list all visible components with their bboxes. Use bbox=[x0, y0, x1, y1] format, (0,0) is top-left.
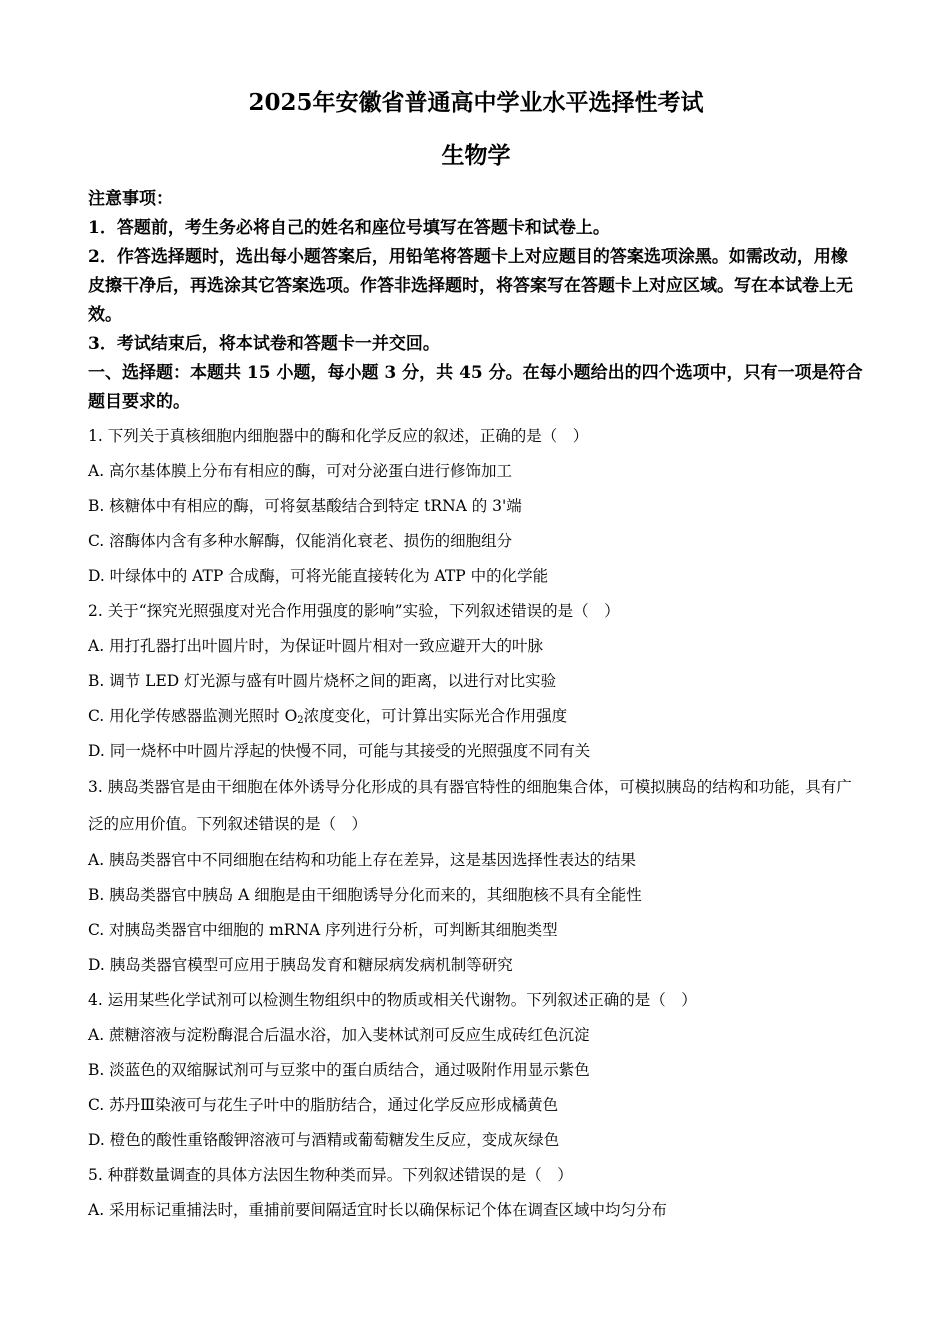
question-3 bbox=[88, 769, 864, 983]
option-c: C. 对胰岛类器官中细胞的 mRNA 序列进行分析，可判断其细胞类型 bbox=[88, 921, 558, 939]
option-b: B. 淡蓝色的双缩脲试剂可与豆浆中的蛋白质结合，通过吸附作用显示紫色 bbox=[88, 1061, 590, 1079]
option-c: C. 溶酶体内含有多种水解酶，仅能消化衰老、损伤的细胞组分 bbox=[88, 532, 513, 550]
option-d: D. 叶绿体中的 ATP 合成酶，可将光能直接转化为 ATP 中的化学能 bbox=[88, 567, 549, 585]
question-5 bbox=[88, 1158, 864, 1228]
question-stem: 4. 运用某些化学试剂可以检测生物组织中的物质或相关代谢物。下列叙述正确的是（ ） bbox=[88, 991, 697, 1009]
option-c bbox=[88, 699, 864, 734]
option-a: A. 高尔基体膜上分布有相应的酶，可对分泌蛋白进行修饰加工 bbox=[88, 462, 513, 480]
subscript: 2 bbox=[297, 715, 304, 726]
subject-title: 生物学 bbox=[441, 142, 511, 169]
option-d: D. 橙色的酸性重铬酸钾溶液可与酒精或葡萄糖发生反应，变成灰绿色 bbox=[88, 1131, 560, 1149]
option-a: A. 胰岛类器官中不同细胞在结构和功能上存在差异，这是基因选择性表达的结果 bbox=[88, 851, 637, 869]
option-c: C. 苏丹Ⅲ染液可与花生子叶中的脂肪结合，通过化学反应形成橘黄色 bbox=[88, 1096, 559, 1114]
question-1 bbox=[88, 419, 864, 594]
option-d: D. 同一烧杯中叶圆片浮起的快慢不同，可能与其接受的光照强度不同有关 bbox=[88, 742, 591, 760]
option-b: B. 调节 LED 灯光源与盛有叶圆片烧杯之间的距离，以进行对比实验 bbox=[88, 672, 557, 690]
notice-item: 1．答题前，考生务必将自己的姓名和座位号填写在答题卡和试卷上。 bbox=[88, 218, 610, 238]
question-4 bbox=[88, 983, 864, 1158]
option-b: B. 核糖体中有相应的酶，可将氨基酸结合到特定 tRNA 的 3'端 bbox=[88, 497, 522, 515]
exam-title: 2025年安徽省普通高中学业水平选择性考试 bbox=[248, 89, 704, 116]
notice-item: 3．考试结束后，将本试卷和答题卡一并交回。 bbox=[88, 334, 440, 354]
notice-item: 2．作答选择题时，选出每小题答案后，用铅笔将答题卡上对应题目的答案选项涂黑。如需改动，用橡皮擦干净后，再选涂其它答案选项。作答非选择题时，将答案写在答题卡上对应区域。写在本试卷上无效。 bbox=[88, 247, 853, 325]
option-a: A. 用打孔器打出叶圆片时，为保证叶圆片相对一致应避开大的叶脉 bbox=[88, 637, 544, 655]
notice-block bbox=[88, 185, 864, 417]
option-a: A. 蔗糖溶液与淀粉酶混合后温水浴，加入斐林试剂可反应生成砖红色沉淀 bbox=[88, 1026, 590, 1044]
option-a: A. 采用标记重捕法时，重捕前要间隔适宜时长以确保标记个体在调查区域中均匀分布 bbox=[88, 1201, 668, 1219]
notice-heading: 注意事项： bbox=[88, 189, 173, 209]
option-text: 浓度变化，可计算出实际光合作用强度 bbox=[303, 707, 568, 725]
question-stem: 1. 下列关于真核细胞内细胞器中的酶和化学反应的叙述，正确的是（ ） bbox=[88, 427, 589, 445]
question-stem: 5. 种群数量调查的具体方法因生物种类而异。下列叙述错误的是（ ） bbox=[88, 1166, 573, 1184]
section-heading: 一、选择题：本题共 15 小题，每小题 3 分，共 45 分。在每小题给出的四个选项中，只有一项是符合题目要求的。 bbox=[88, 363, 863, 412]
option-d: D. 胰岛类器官模型可应用于胰岛发育和糖尿病发病机制等研究 bbox=[88, 956, 513, 974]
option-b: B. 胰岛类器官中胰岛 A 细胞是由干细胞诱导分化而来的，其细胞核不具有全能性 bbox=[88, 886, 642, 904]
option-text: C. 用化学传感器监测光照时 O bbox=[88, 707, 298, 725]
question-2 bbox=[88, 594, 864, 769]
question-stem: 3. 胰岛类器官是由干细胞在体外诱导分化形成的具有器官特性的细胞集合体，可模拟胰岛的结构和功能，具有广泛的应用价值。下列叙述错误的是（ ） bbox=[88, 778, 852, 833]
question-stem: 2. 关于“探究光照强度对光合作用强度的影响”实验，下列叙述错误的是（ ） bbox=[88, 602, 620, 620]
question-list bbox=[88, 419, 864, 1228]
exam-page bbox=[88, 86, 864, 1228]
